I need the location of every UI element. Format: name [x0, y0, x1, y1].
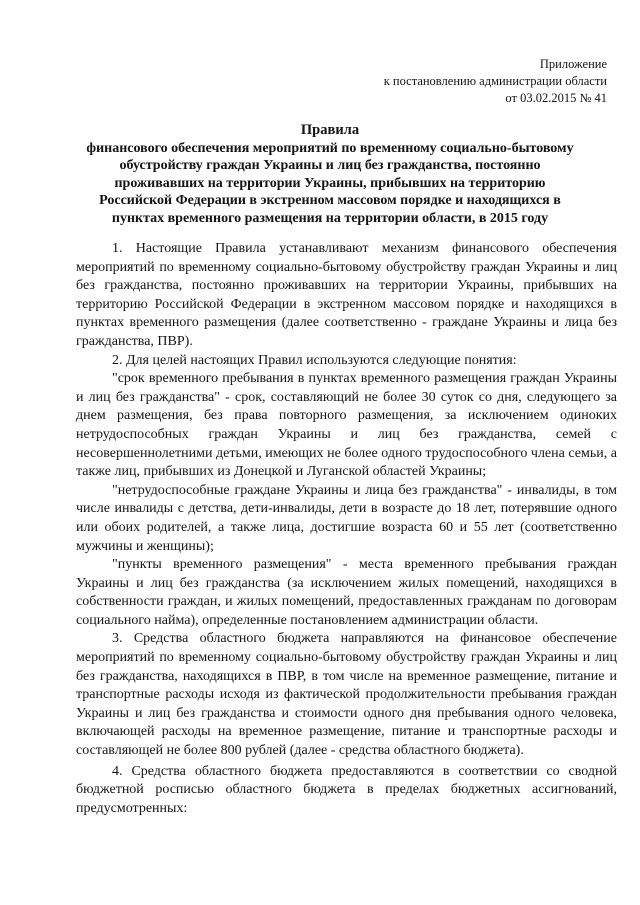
- appendix-date-number: от 03.02.2015 № 41: [505, 91, 607, 105]
- appendix-reference: к постановлению администрации области: [383, 74, 607, 88]
- paragraph-2: 2. Для целей настоящих Правил используются следующие понятия:: [112, 352, 517, 368]
- definition-stay-period: "срок временного пребывания в пунктах временного размещения граждан Украины и лиц без гражданства" - срок, составляющий не более 30 суток со дня, следующего за днем размещения, без права повторного размещения, за исключением одиноких нетрудоспособных граждан Украины и лиц без гражданства, семей с несовершеннолетними детьми, имеющих не более одного трудоспособного члена семьи, а также лиц, прибывших из Донецкой и Луганской областей Украины;: [76, 371, 617, 480]
- title-heading: Правила: [300, 122, 360, 138]
- definition-temporary-shelters: "пункты временного размещения" - места временного пребывания граждан Украины и лиц без гражданства (за исключением жилых помещений, находящихся в собственности граждан, и жилых помещений, предоставленных гражданам по договорам социального найма), определенные постановлением администрации области.: [76, 557, 617, 628]
- document-title: [80, 122, 580, 227]
- paragraph-1: 1. Настоящие Правила устанавливают механизм финансового обеспечения мероприятий по временному социально-бытовому обустройству граждан Украины и лиц без гражданства, постоянно проживавших на территории Украины, прибывших на территорию Российской Федерации в экстренном массовом порядке и находящихся в пунктах временного размещения (далее соответственно - граждане Украины и лица без гражданства, ПВР).: [76, 241, 617, 349]
- title-line-3: проживавших на территории Украины, прибывших на территорию: [114, 175, 546, 191]
- appendix-label: Приложение: [539, 57, 607, 71]
- title-line-4: Российской Федерации в экстренном массовом порядке и находящихся в: [99, 193, 561, 208]
- title-line-1: финансового обеспечения мероприятий по временному социально-бытовому: [86, 140, 574, 156]
- document-body: [76, 240, 617, 818]
- appendix-header: [384, 56, 607, 107]
- title-line-5: пунктах временного размещения на территории области, в 2015 году: [111, 210, 549, 226]
- title-line-2: обустройству граждан Украины и лиц без гражданства, постоянно: [119, 158, 541, 173]
- definition-disabled-citizens: "нетрудоспособные граждане Украины и лица без гражданства" - инвалиды, в том числе инвалиды с детства, дети-инвалиды, дети в возрасте до 18 лет, потерявшие одного или обоих родителей, а также лица, достигшие возраста 60 и 55 лет (соответственно мужчины и женщины);: [76, 482, 617, 554]
- paragraph-3: 3. Средства областного бюджета направляются на финансовое обеспечение мероприятий по временному социально-бытовому обустройству граждан Украины и лиц без гражданства, находящихся в ПВР, в том числе на временное размещение, питание и транспортные расходы исходя из фактической продолжительности пребывания граждан Украины и лиц без гражданства и стоимости одного дня пребывания одного человека, включающей расходы на временное размещение, питание и транспортные расходы и составляющей не более 800 рублей (далее - средства областного бюджета).: [76, 631, 617, 759]
- paragraph-4: 4. Средства областного бюджета предоставляются в соответствии со сводной бюджетной росписью областного бюджета в пределах бюджетных ассигнований, предусмотренных:: [76, 763, 617, 816]
